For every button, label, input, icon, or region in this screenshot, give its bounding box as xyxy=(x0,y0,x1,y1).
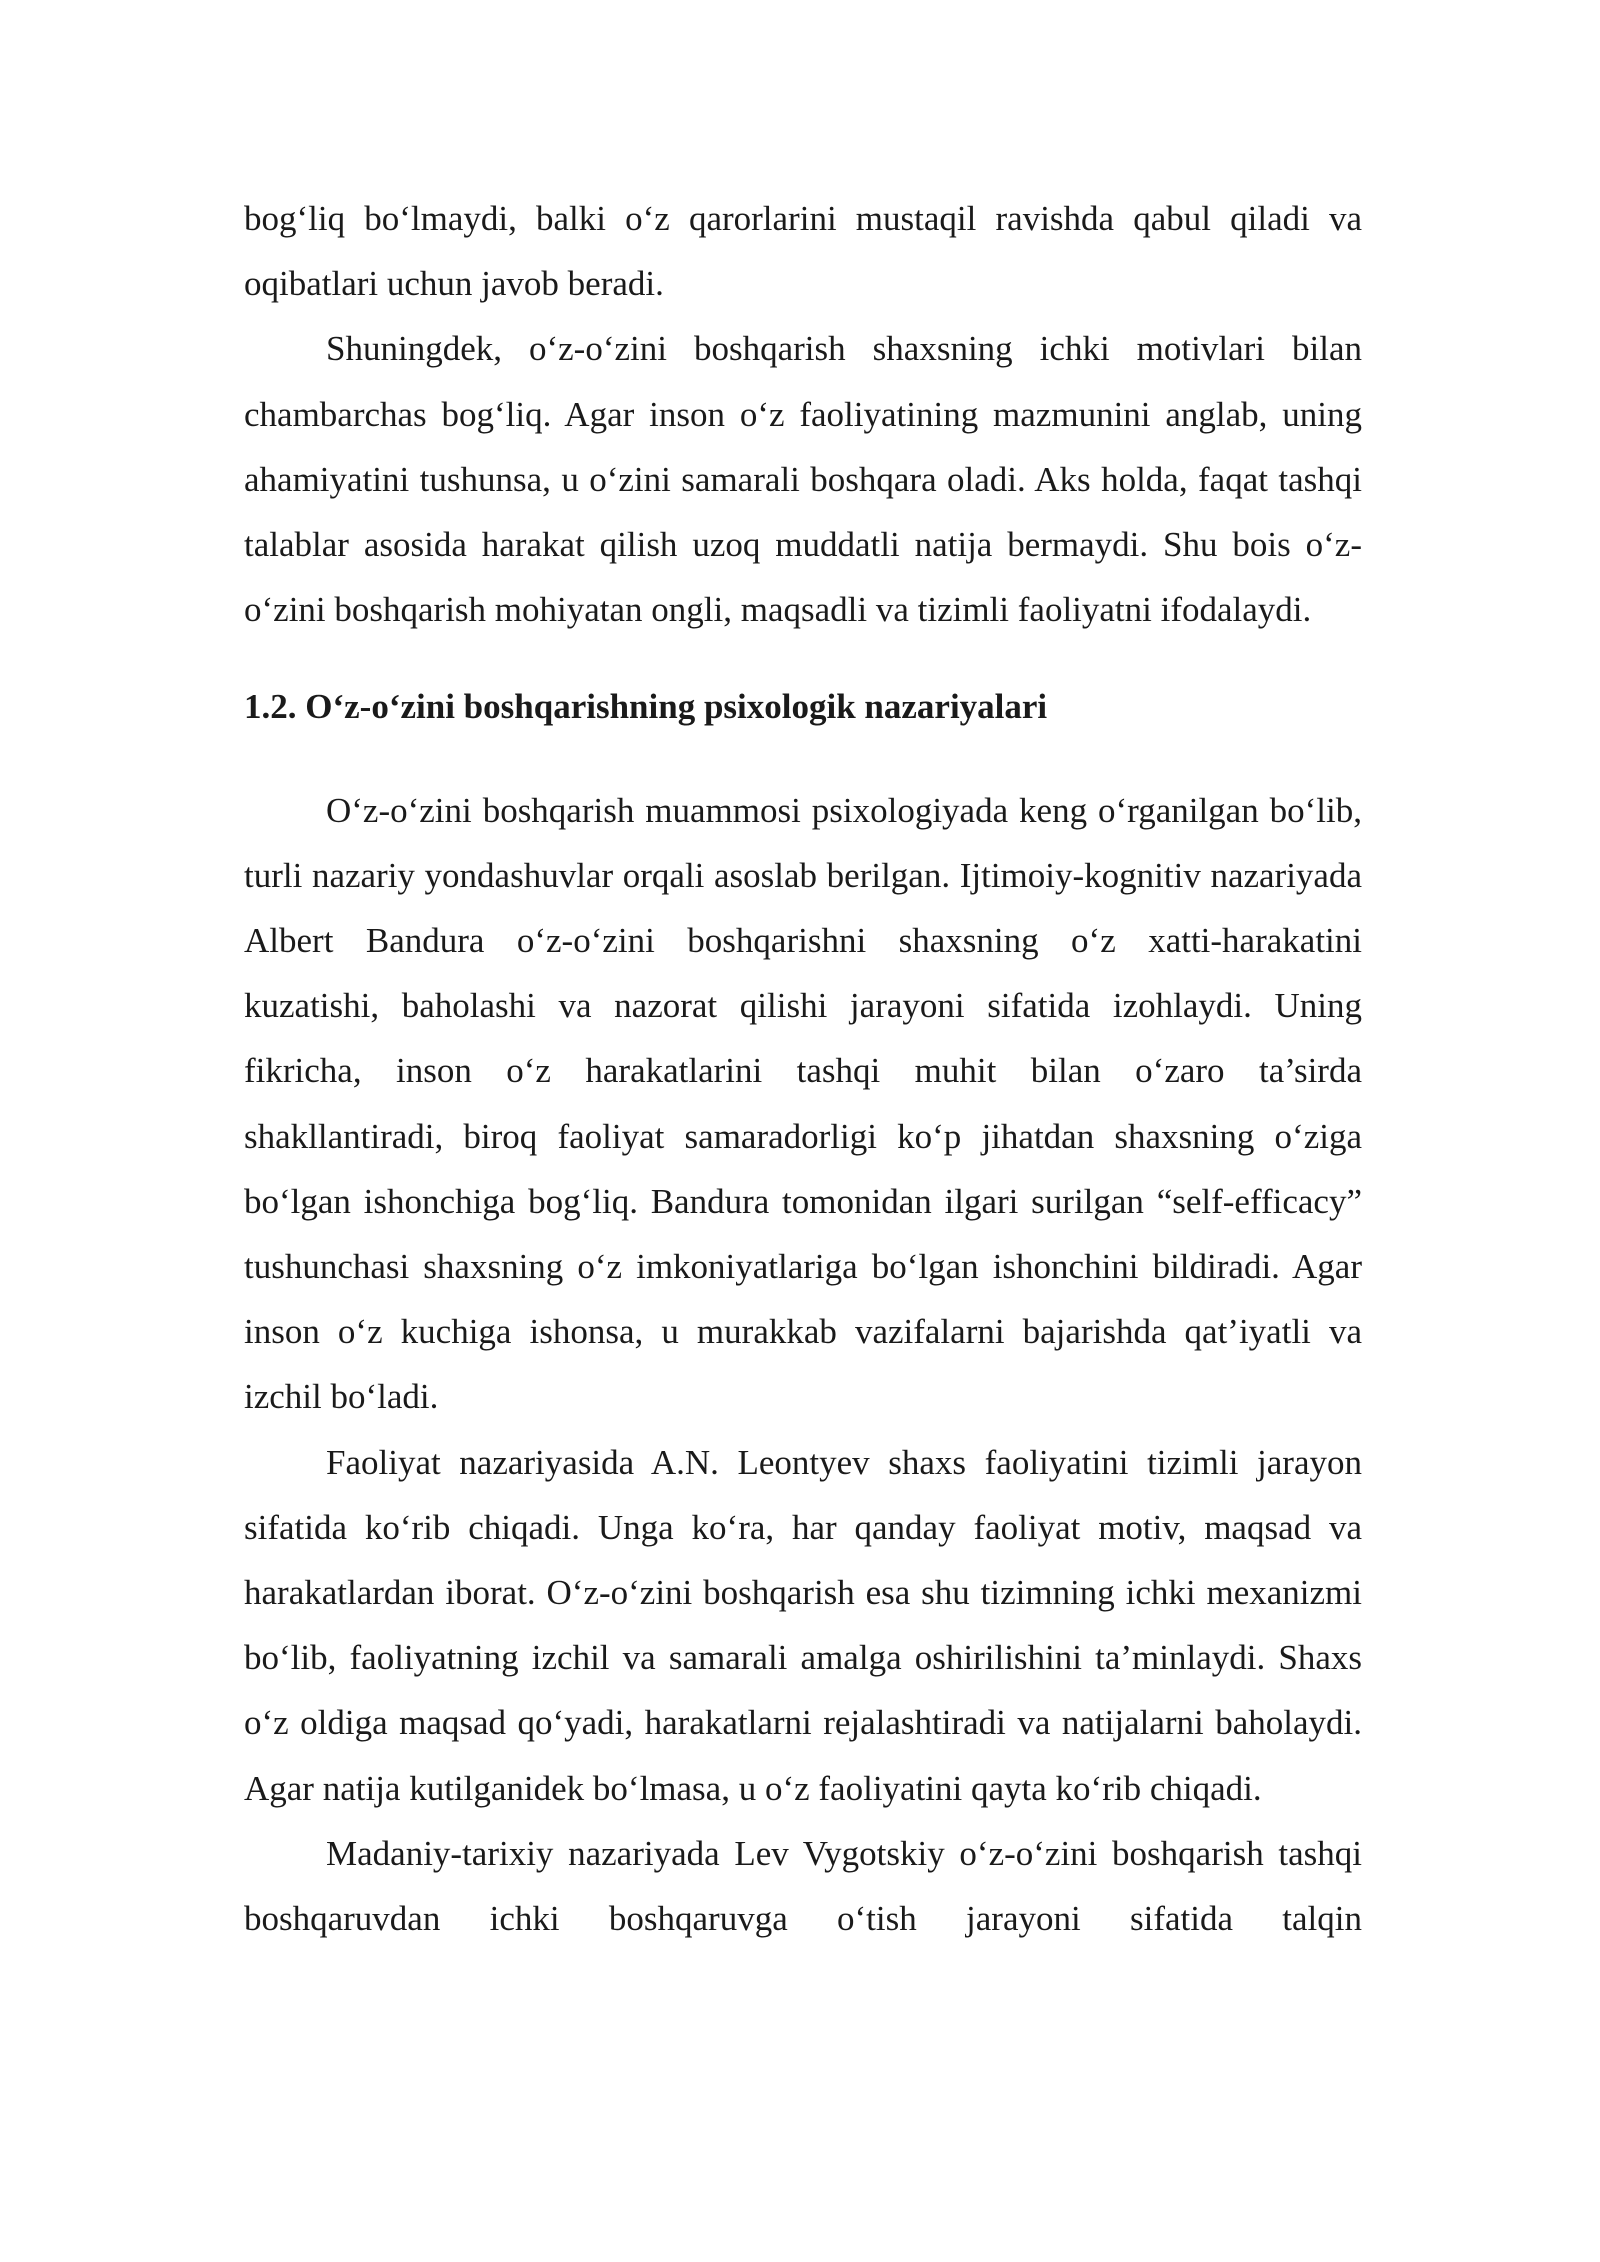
paragraph-self-management-motives: Shuningdek, o‘z-o‘zini boshqarish shaxsning ichki motivlari bilan chambarchas bog‘liq. Agar inson o‘z faoliyatining mazmunini anglab, uning ahamiyatini tushunsa, u o‘zini samarali boshqara oladi. Aks holda, faqat tashqi talablar asosida harakat qilish uzoq muddatli natija bermaydi. Shu bois o‘z-o‘zini boshqarish mohiyatan ongli, maqsadli va tizimli faoliyatni ifodalaydi. xyxy=(244,329,1362,630)
paragraph-leontyev-theory: Faoliyat nazariyasida A.N. Leontyev shaxs faoliyatini tizimli jarayon sifatida ko‘rib chiqadi. Unga ko‘ra, har qanday faoliyat motiv, maqsad va harakatlardan iborat. O‘z-o‘zini boshqarish esa shu tizimning ichki mexanizmi bo‘lib, faoliyatning izchil va samarali amalga oshirilishini ta’minlaydi. Shaxs o‘z oldiga maqsad qo‘yadi, harakatlarni rejalashtiradi va natijalarni baholaydi. Agar natija kutilganidek bo‘lmasa, u o‘z faoliyatini qayta ko‘rib chiqadi. xyxy=(244,1442,1362,1808)
document-page xyxy=(244,186,1362,1951)
paragraph-bandura-theory: O‘z-o‘zini boshqarish muammosi psixologiyada keng o‘rganilgan bo‘lib, turli nazariy yondashuvlar orqali asoslab berilgan. Ijtimoiy-kognitiv nazariyada Albert Bandura o‘z-o‘zini boshqarishni shaxsning o‘z xatti-harakatini kuzatishi, baholashi va nazorat qilishi jarayoni sifatida izohlaydi. Uning fikricha, inson o‘z harakatlarini tashqi muhit bilan o‘zaro ta’sirda shakllantiradi, biroq faoliyat samaradorligi ko‘p jihatdan shaxsning o‘ziga bo‘lgan ishonchiga bog‘liq. Bandura tomonidan ilgari surilgan “self-efficacy” tushunchasi shaxsning o‘z imkoniyatlariga bo‘lgan ishonchini bildiradi. Agar inson o‘z kuchiga ishonsa, u murakkab vazifalarni bajarishda qat’iyatli va izchil bo‘ladi. xyxy=(244,790,1362,1417)
paragraph-continuation: bog‘liq bo‘lmaydi, balki o‘z qarorlarini mustaqil ravishda qabul qiladi va oqibatlari uchun javob beradi. xyxy=(244,199,1362,304)
section-heading: 1.2. O‘z-o‘zini boshqarishning psixologik nazariyalari xyxy=(244,687,1048,727)
paragraph-vygotsky-theory: Madaniy-tarixiy nazariyada Lev Vygotskiy o‘z-o‘zini boshqarish tashqi boshqaruvdan ichki boshqaruvga o‘tish jarayoni sifatida talqin xyxy=(244,1833,1362,1939)
